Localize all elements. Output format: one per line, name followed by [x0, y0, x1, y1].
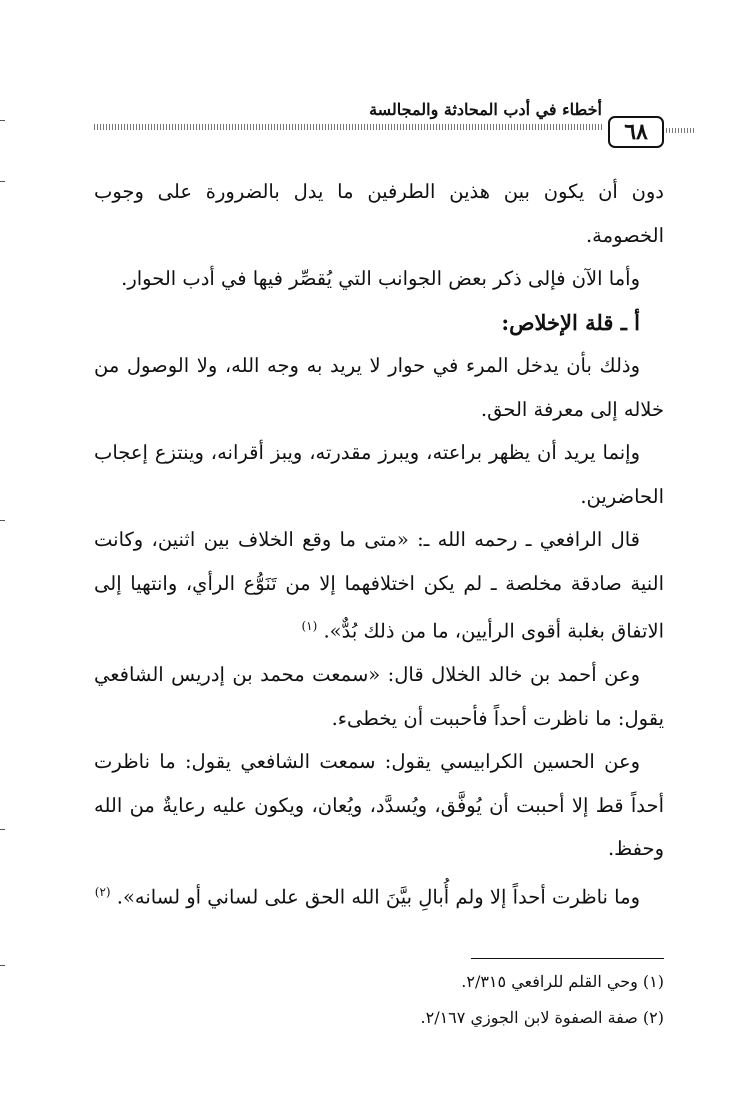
- paragraph: وعن أحمد بن خالد الخلال قال: «سمعت محمد بن إدريس الشافعي يقول: ما ناظرت أحداً فأحببت أن يخطىء.: [94, 663, 664, 730]
- page-number: ٦٨: [608, 116, 664, 148]
- header-rule: [666, 128, 694, 133]
- page-edge-mark: [0, 181, 5, 182]
- page-header: [94, 100, 664, 160]
- section-heading: أ ـ قلة الإخلاص:: [501, 309, 640, 335]
- footnote: (٢) صفة الصفوة لابن الجوزي ٢/١٦٧.: [420, 1008, 664, 1027]
- header-rule: [94, 124, 602, 130]
- paragraph: وذلك بأن يدخل المرء في حوار لا يريد به وجه الله، ولا الوصول من خلاله إلى معرفة الحق.: [94, 354, 664, 421]
- paragraph-text: وما ناظرت أحداً إلا ولم أُبالِ بيَّنَ الله الحق على لساني أو لسانه».: [116, 885, 640, 908]
- footnote-mark: (١): [301, 619, 318, 633]
- footnote-separator: [471, 958, 664, 959]
- body-text: [94, 170, 664, 919]
- paragraph-text: قال الرافعي ـ رحمه الله ـ: «متى ما وقع الخلاف بين اثنين، وكانت النية صادقة مخلصة ـ لم يكن اختلافهما إلا من تَنَوُّع الرأي، وانتهيا إلى الاتفاق بغلبة أقوى الرأيين، ما من ذلك بُدٌّ».: [94, 528, 664, 643]
- page-edge-mark: [0, 520, 5, 521]
- paragraph: دون أن يكون بين هذين الطرفين ما يدل بالضرورة على وجوب الخصومة.: [94, 180, 664, 247]
- paragraph: وعن الحسين الكرابيسي يقول: سمعت الشافعي يقول: ما ناظرت أحداً قط إلا أحببت أن يُوفَّق، ويُسدَّد، ويُعان، ويكون عليه رعايةٌ من الله وحفظ.: [94, 750, 664, 860]
- paragraph: وإنما يريد أن يظهر براعته، ويبرز مقدرته، ويبز أقرانه، وينتزع إعجاب الحاضرين.: [94, 441, 664, 508]
- page-edge-mark: [0, 965, 5, 966]
- footnote: (١) وحي القلم للرافعي ٢/٣١٥.: [461, 972, 664, 991]
- page-edge-mark: [0, 120, 5, 121]
- paragraph: [94, 871, 664, 919]
- paragraph: وأما الآن فإلى ذكر بعض الجوانب التي يُقصِّر فيها في أدب الحوار.: [121, 267, 640, 290]
- page-edge-mark: [0, 829, 5, 830]
- footnote-mark: (٢): [94, 884, 111, 899]
- running-title: أخطاء في أدب المحادثة والمجالسة: [369, 100, 602, 119]
- paragraph: [94, 518, 664, 653]
- footnotes: [94, 964, 664, 1036]
